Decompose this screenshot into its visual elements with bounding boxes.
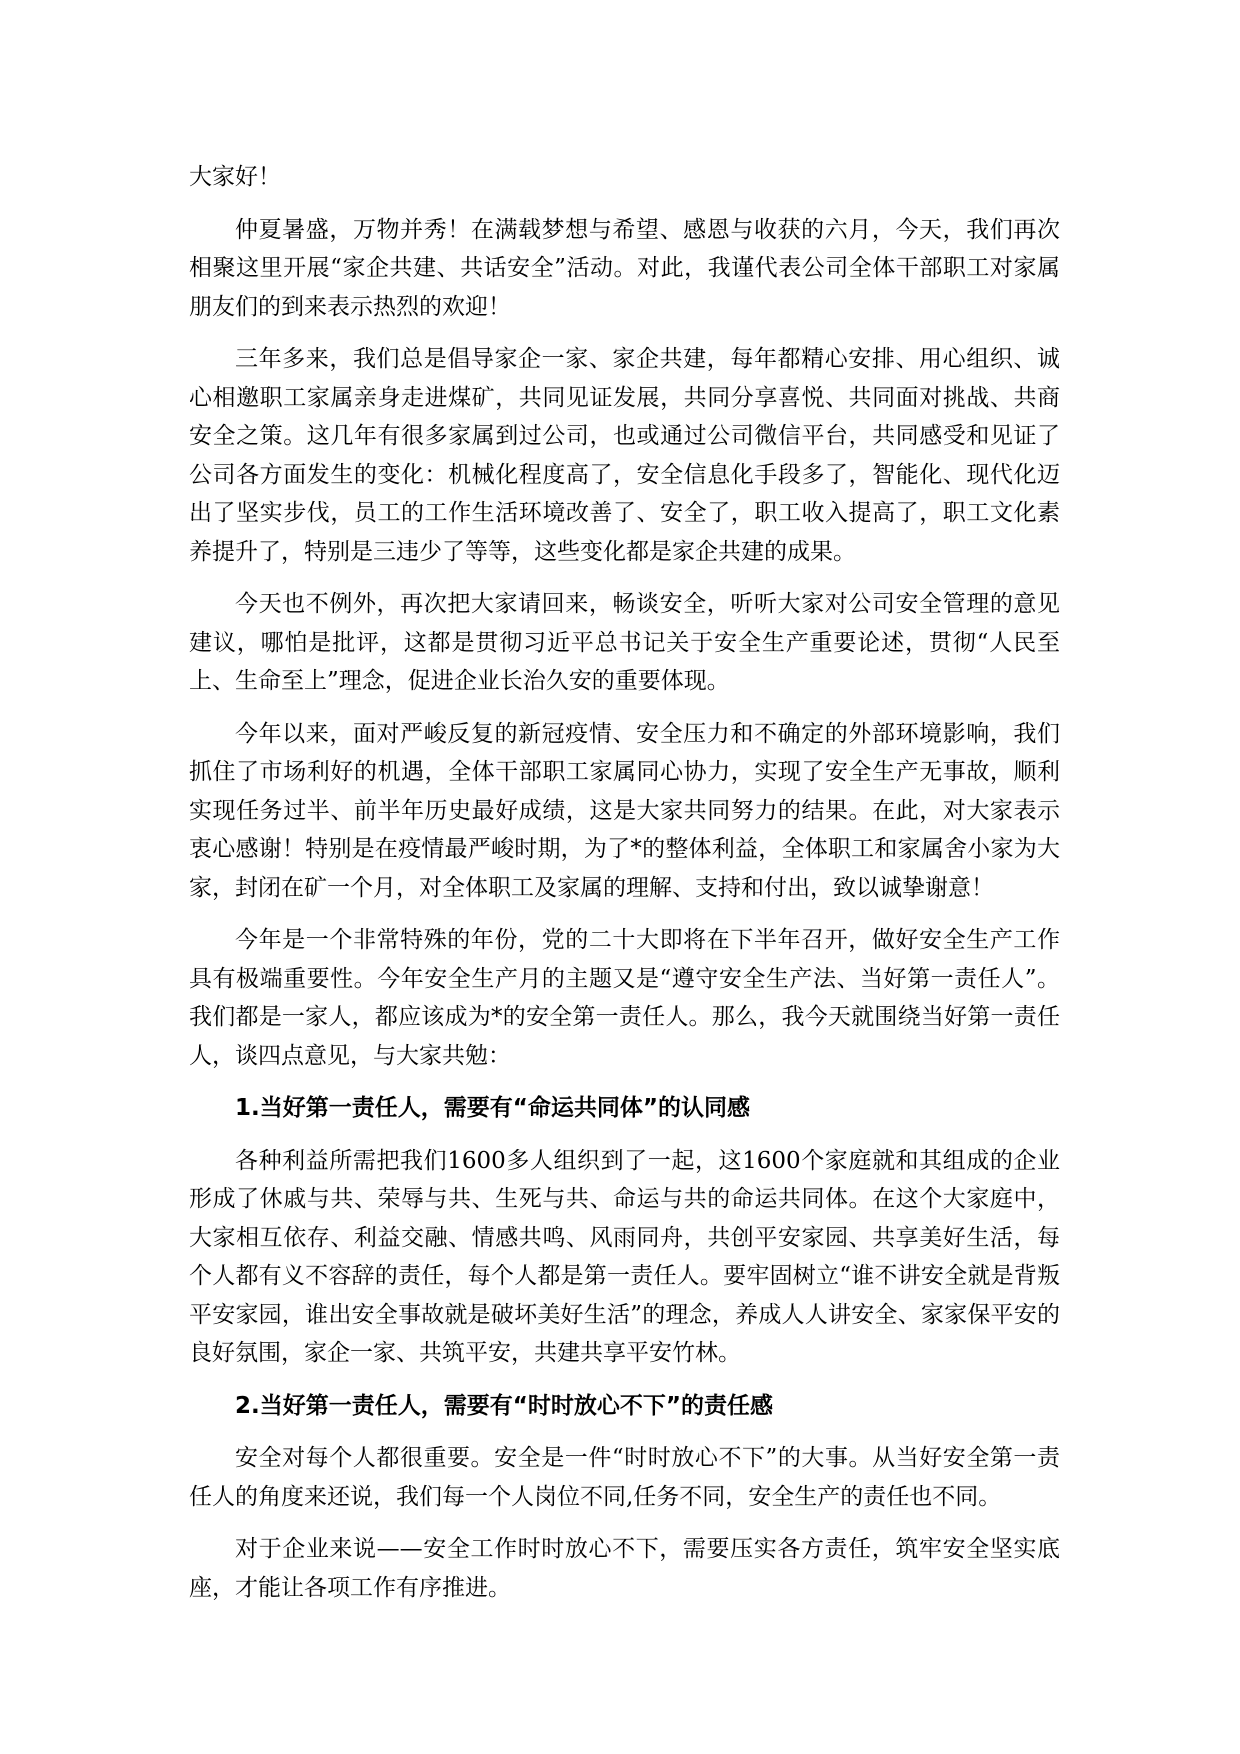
paragraph-enterprise: 对于企业来说——安全工作时时放心不下，需要压实各方责任，筑牢安全坚实底座，才能让各项工作有序推进。 bbox=[189, 1536, 1060, 1601]
paragraph-community: 各种利益所需把我们1600多人组织到了一起，这1600个家庭就和其组成的企业形成了休戚与共、荣辱与共、生死与共、命运与共的命运共同体。在这个大家庭中，大家相互依存、利益交融、情感共鸣、风雨同舟，共创平安家园、共享美好生活，每个人都有义不容辞的责任，每个人都是第一责任人。要牢固树立“谁不讲安全就是背叛平安家园，谁出安全事故就是破坏美好生活”的理念，养成人人讲安全、家家保平安的良好氛围，家企一家、共筑平安，共建共享平安竹林。 bbox=[189, 1147, 1060, 1366]
paragraph-opening: 仲夏暑盛，万物并秀！在满载梦想与希望、感恩与收获的六月，今天，我们再次相聚这里开展“家企共建、共话安全”活动。对此，我谨代表公司全体干部职工对家属朋友们的到来表示热烈的欢迎！ bbox=[189, 216, 1060, 320]
paragraph-safety-importance: 安全对每个人都很重要。安全是一件“时时放心不下”的大事。从当好安全第一责任人的角度来还说，我们每一个人岗位不同,任务不同，安全生产的责任也不同。 bbox=[189, 1445, 1060, 1510]
greeting: 大家好！ bbox=[189, 164, 281, 190]
paragraph-three-years: 三年多来，我们总是倡导家企一家、家企共建，每年都精心安排、用心组织、诚心相邀职工家属亲身走进煤矿，共同见证发展，共同分享喜悦、共同面对挑战、共商安全之策。这几年有很多家属到过公司，也或通过公司微信平台，共同感受和见证了公司各方面发生的变化：机械化程度高了，安全信息化手段多了，智能化、现代化迈出了坚实步伐，员工的工作生活环境改善了、安全了，职工收入提高了，职工文化素养提升了，特别是三违少了等等，这些变化都是家企共建的成果。 bbox=[189, 346, 1060, 565]
paragraph-special-year: 今年是一个非常特殊的年份，党的二十大即将在下半年召开，做好安全生产工作具有极端重要性。今年安全生产月的主题又是“遵守安全生产法、当好第一责任人”。我们都是一家人，都应该成为*的安全第一责任人。那么，我今天就围绕当好第一责任人，谈四点意见，与大家共勉： bbox=[189, 927, 1060, 1069]
paragraph-today: 今天也不例外，再次把大家请回来，畅谈安全，听听大家对公司安全管理的意见建议，哪怕是批评，这都是贯彻习近平总书记关于安全生产重要论述，贯彻“人民至上、生命至上”理念，促进企业长治久安的重要体现。 bbox=[189, 591, 1060, 694]
section-heading-1: 1.当好第一责任人，需要有“命运共同体”的认同感 bbox=[235, 1095, 750, 1121]
paragraph-this-year: 今年以来，面对严峻反复的新冠疫情、安全压力和不确定的外部环境影响，我们抓住了市场利好的机遇，全体干部职工家属同心协力，实现了安全生产无事故，顺利实现任务过半、前半年历史最好成绩，这是大家共同努力的结果。在此，对大家表示衷心感谢！特别是在疫情最严峻时期，为了*的整体利益，全体职工和家属舍小家为大家，封闭在矿一个月，对全体职工及家属的理解、支持和付出，致以诚挚谢意！ bbox=[189, 720, 1060, 901]
section-heading-2: 2.当好第一责任人，需要有“时时放心不下”的责任感 bbox=[235, 1392, 773, 1419]
